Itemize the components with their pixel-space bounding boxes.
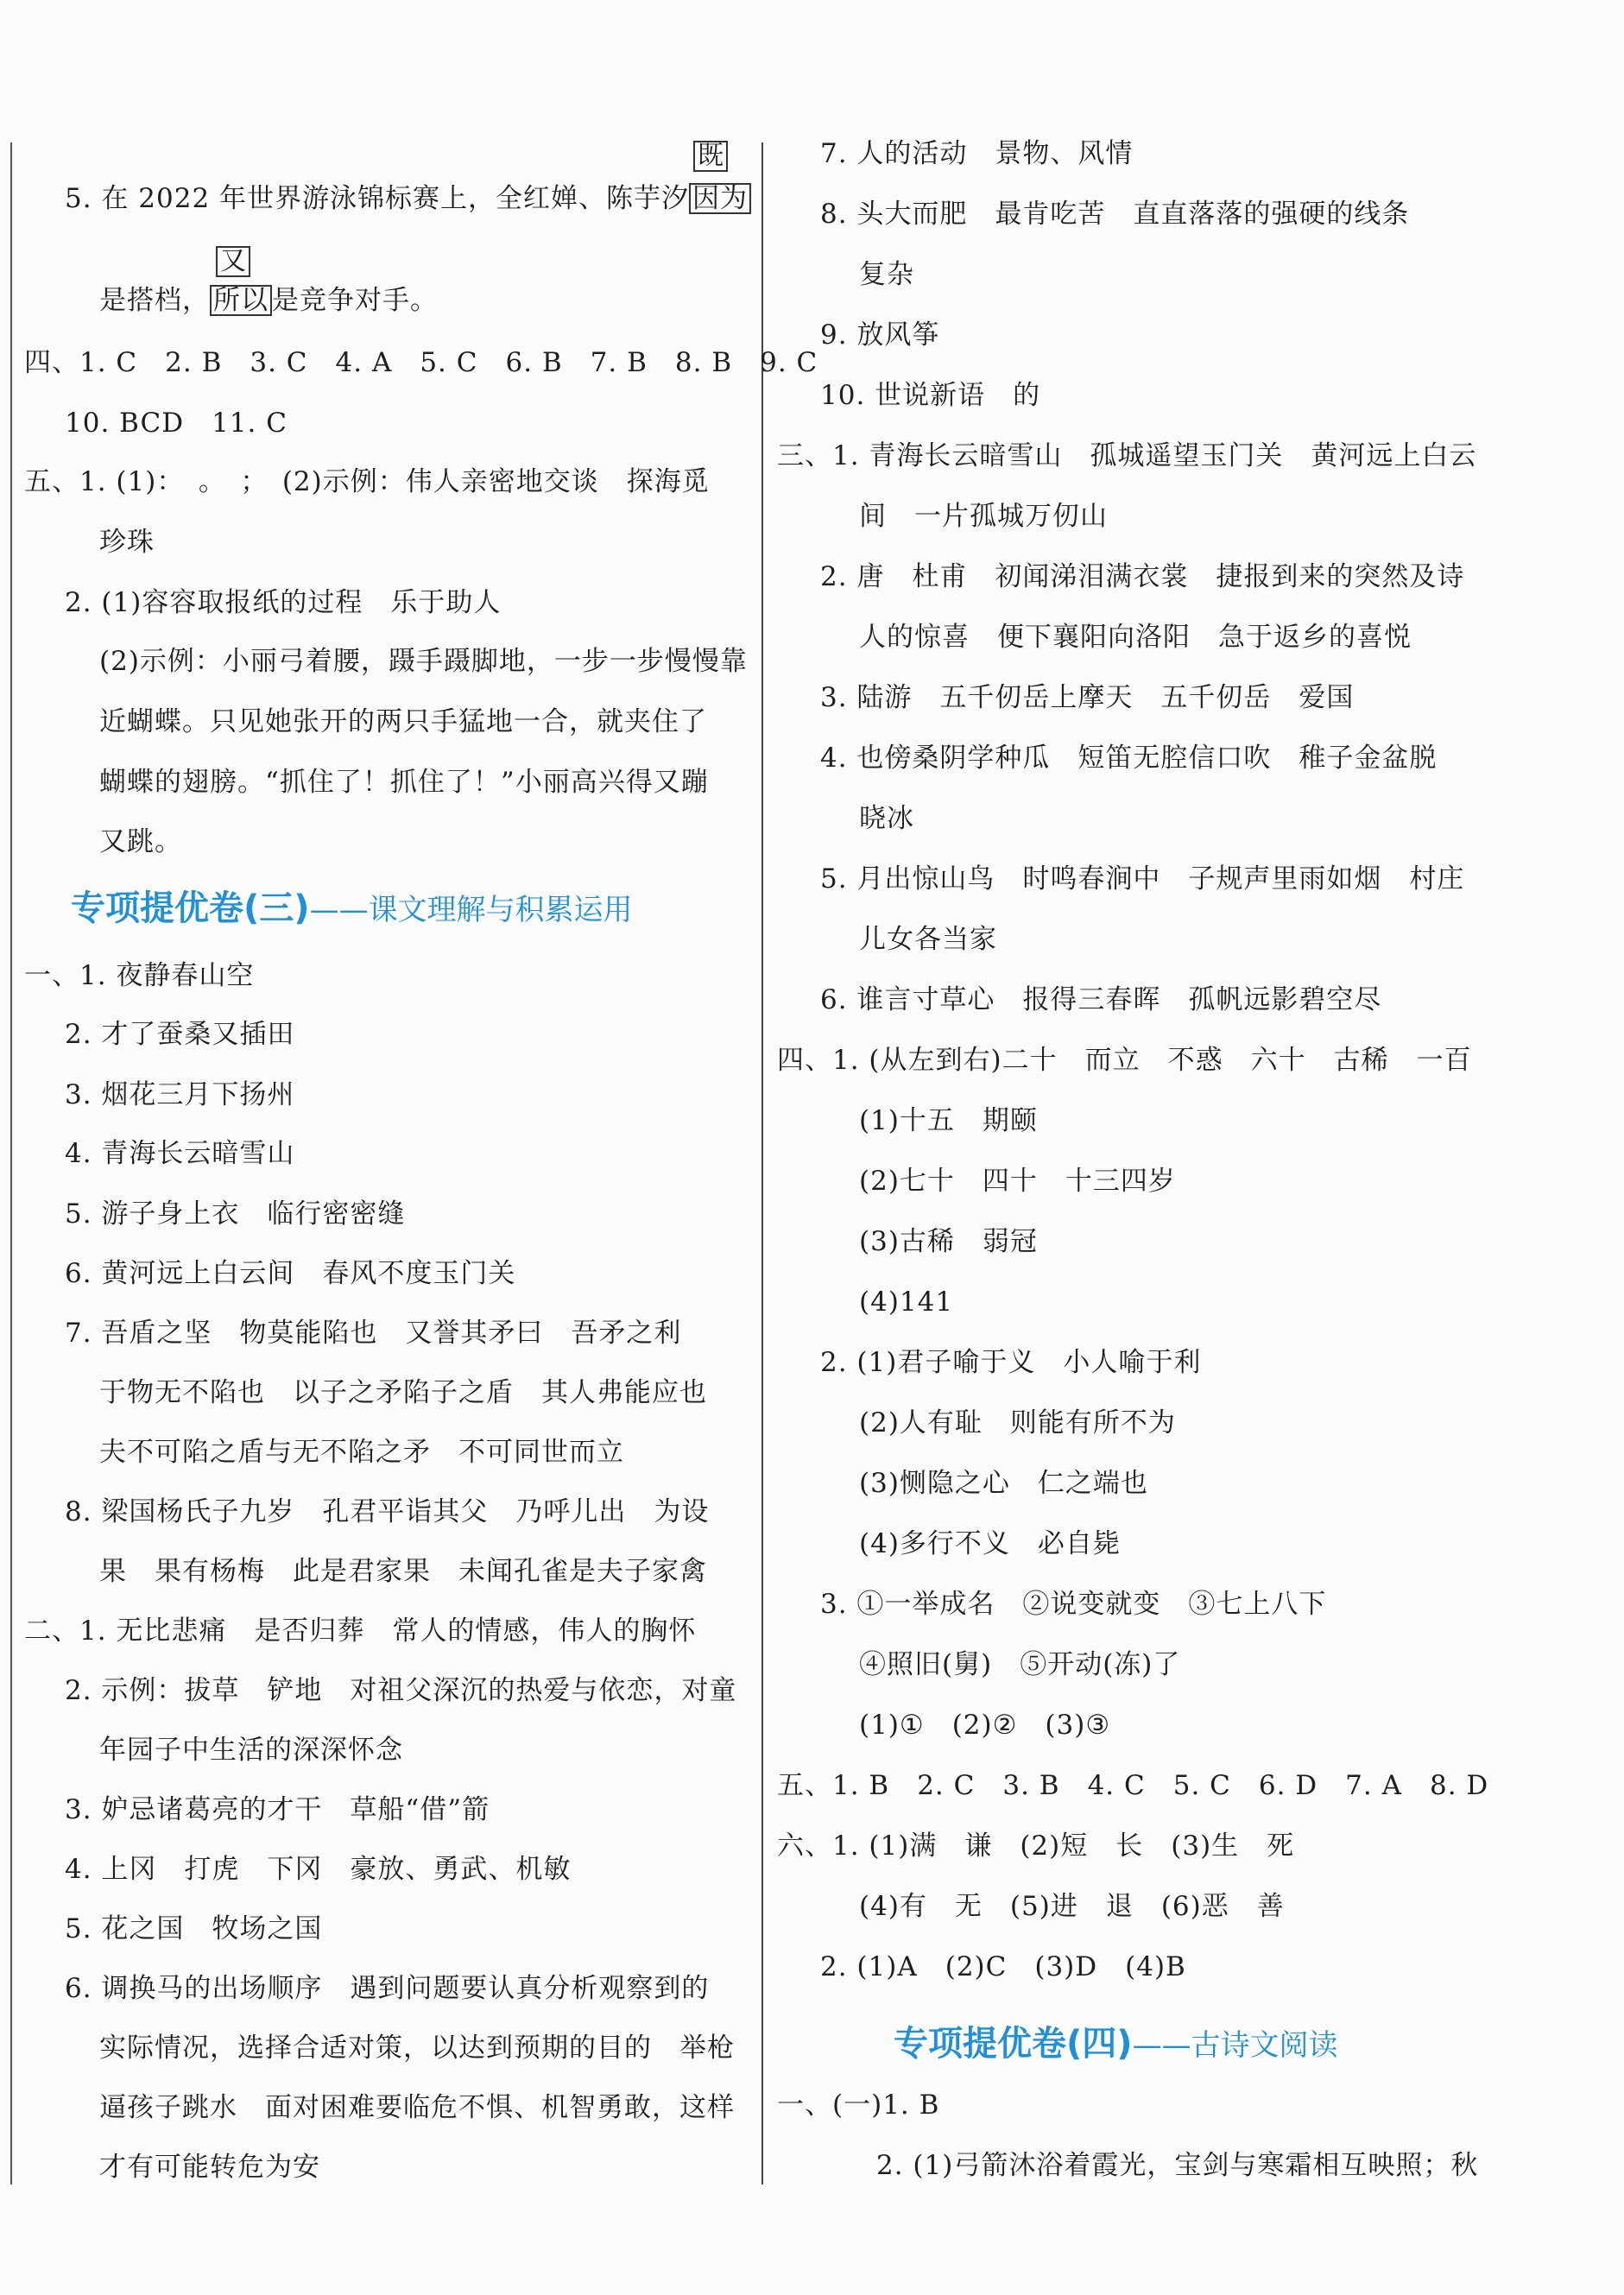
- answer-line: 6. 黄河远上白云间 春风不度玉门关: [65, 1258, 516, 1289]
- answer-line: (2)示例：小丽弓着腰，蹑手蹑脚地，一步一步慢慢靠: [99, 646, 748, 677]
- answer-line: 果 果有杨梅 此是君家果 未闻孔雀是夫子家禽: [99, 1556, 707, 1587]
- answer-line: 蝴蝶的翅膀。“抓住了！抓住了！”小丽高兴得又蹦: [99, 767, 709, 798]
- answer-line: 六、1. (1)满 谦 (2)短 长 (3)生 死: [777, 1830, 1295, 1862]
- answer-line: 又跳。: [99, 826, 182, 857]
- answer-line: 3. 妒忌诸葛亮的才干 草船“借”箭: [65, 1794, 490, 1825]
- answer-line: 2. 示例：拔草 铲地 对祖父深沉的热爱与依恋，对童: [65, 1675, 737, 1706]
- answer-line: (3)古稀 弱冠: [859, 1226, 1038, 1257]
- answer-line: 二、1. 无比悲痛 是否归葬 常人的情感，伟人的胸怀: [24, 1615, 697, 1647]
- answer-line: 2. (1)A (2)C (3)D (4)B: [820, 1951, 1186, 1982]
- answer-line: 近蝴蝶。只见她张开的两只手猛地一合，就夹住了: [99, 706, 707, 737]
- left-margin-rule: [10, 142, 12, 2184]
- answer-line: (4)141: [859, 1287, 954, 1318]
- answer-line: 才有可能转危为安: [99, 2152, 320, 2183]
- answer-text: 5. 在 2022 年世界游泳锦标赛上，全红婵、陈芋汐: [65, 183, 690, 214]
- answer-line: 7. 人的活动 景物、风情: [820, 138, 1134, 169]
- answer-line: 复杂: [859, 259, 914, 290]
- answer-line: (4)多行不义 必自毙: [859, 1528, 1121, 1559]
- answer-line: (2)七十 四十 十三四岁: [859, 1166, 1176, 1197]
- answer-line: 一、1. 夜静春山空: [24, 960, 255, 991]
- answer-line: (1)① (2)② (3)③: [859, 1710, 1111, 1741]
- answer-line: 2. (1)容容取报纸的过程 乐于助人: [65, 587, 502, 618]
- answer-line: (3)恻隐之心 仁之端也: [859, 1468, 1148, 1499]
- answer-line: 人的惊喜 便下襄阳向洛阳 急于返乡的喜悦: [859, 622, 1412, 653]
- answer-line: 5. 花之国 牧场之国: [65, 1913, 323, 1944]
- answer-line: 五、1. (1)： 。 ； (2)示例：伟人亲密地交谈 探海觅: [24, 466, 710, 497]
- answer-line: 7. 吾盾之坚 物莫能陷也 又誉其矛曰 吾矛之利: [65, 1318, 682, 1349]
- answer-line: 5. 游子身上衣 临行密密缝: [65, 1198, 406, 1230]
- section-heading: 专项提优卷(三)——课文理解与积累运用: [71, 888, 633, 928]
- answer-line: 4. 青海长云暗雪山: [65, 1138, 295, 1169]
- answer-line: 一、(一)1. B: [777, 2090, 940, 2121]
- answer-line: 2. (1)弓箭沐浴着霞光，宝剑与寒霜相互映照；秋: [876, 2150, 1479, 2181]
- answer-line: (2)人有耻 则能有所不为: [859, 1407, 1176, 1438]
- answer-line: 5. 月出惊山鸟 时鸣春涧中 子规声里雨如烟 村庄: [820, 863, 1465, 895]
- answer-line: 2. 唐 杜甫 初闻涕泪满衣裳 捷报到来的突然及诗: [820, 561, 1465, 592]
- column-divider: [761, 142, 763, 2184]
- answer-line: 10. 世说新语 的: [820, 380, 1041, 411]
- answer-line: 年园子中生活的深深怀念: [99, 1735, 403, 1766]
- answer-line: 三、1. 青海长云暗雪山 孤城遥望玉门关 黄河远上白云: [777, 440, 1477, 471]
- inserted-word: 又: [216, 246, 250, 277]
- answer-line: 实际情况，选择合适对策，以达到预期的目的 举枪: [99, 2033, 735, 2064]
- answer-line: 8. 梁国杨氏子九岁 孔君平诣其父 乃呼儿出 为设: [65, 1496, 710, 1527]
- answer-line: 3. 烟花三月下扬州: [65, 1079, 295, 1110]
- answer-line: 夫不可陷之盾与无不陷之矛 不可同世而立: [99, 1437, 624, 1468]
- answer-line: [65, 181, 751, 216]
- answer-line: ④照旧(舅) ⑤开动(冻)了: [859, 1649, 1181, 1680]
- answer-line: 珍珠: [99, 527, 155, 558]
- answer-line: 6. 调换马的出场顺序 遇到问题要认真分析观察到的: [65, 1973, 710, 2004]
- answer-line: (1)十五 期颐: [859, 1105, 1038, 1136]
- answer-line: 儿女各当家: [859, 924, 997, 955]
- answer-line: 四、1. (从左到右)二十 而立 不惑 六十 古稀 一百: [777, 1045, 1472, 1076]
- boxed-word: 因为: [689, 183, 751, 214]
- answer-line: 3. 陆游 五千仞岳上摩天 五千仞岳 爱国: [820, 682, 1355, 713]
- answer-line: 四、1. C 2. B 3. C 4. A 5. C 6. B 7. B 8. B 9. C: [24, 347, 818, 378]
- answer-line: 逼孩子跳水 面对困难要临危不惧、机智勇敢，这样: [99, 2092, 735, 2123]
- section-heading: 专项提优卷(四)——古诗文阅读: [894, 2024, 1338, 2064]
- answer-line: 于物无不陷也 以子之矛陷子之盾 其人弗能应也: [99, 1377, 707, 1408]
- answer-line: 9. 放风筝: [820, 319, 940, 351]
- answer-line: 间 一片孤城万仞山: [859, 501, 1108, 532]
- answer-line: 五、1. B 2. C 3. B 4. C 5. C 6. D 7. A 8. D: [777, 1770, 1489, 1801]
- answer-line: 6. 谁言寸草心 报得三春晖 孤帆远影碧空尽: [820, 984, 1382, 1015]
- answer-line: 10. BCD 11. C: [65, 408, 288, 439]
- answer-line: (4)有 无 (5)进 退 (6)恶 善: [859, 1891, 1285, 1922]
- boxed-word: 所以: [210, 285, 272, 316]
- inserted-word: 既: [693, 141, 728, 172]
- answer-line: 是搭档， 所以 是竞争对手。: [99, 285, 438, 316]
- answer-line: 4. 也傍桑阴学种瓜 短笛无腔信口吹 稚子金盆脱: [820, 743, 1438, 774]
- answer-line: 2. (1)君子喻于义 小人喻于利: [820, 1347, 1202, 1378]
- answer-line: 8. 头大而肥 最肯吃苦 直直落落的强硬的线条: [820, 199, 1410, 230]
- answer-line: 4. 上冈 打虎 下冈 豪放、勇武、机敏: [65, 1854, 572, 1885]
- answer-line: 3. ①一举成名 ②说变就变 ③七上八下: [820, 1589, 1327, 1620]
- answer-line: 2. 才了蚕桑又插田: [65, 1019, 295, 1050]
- answer-line: 晓冰: [859, 803, 914, 834]
